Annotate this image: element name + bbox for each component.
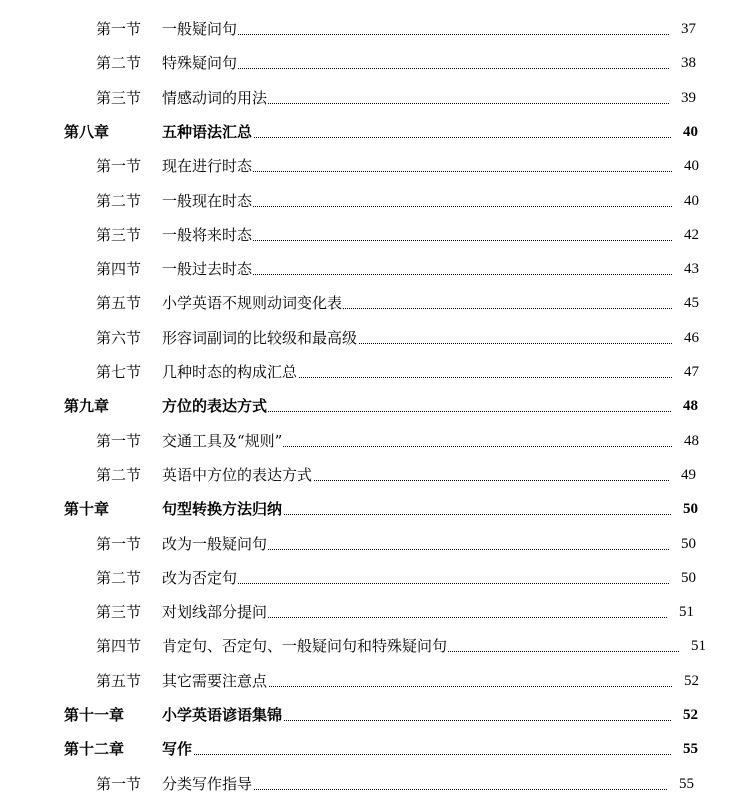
toc-entry-title (162, 121, 671, 143)
toc-chapter-entry[interactable] (0, 704, 744, 726)
toc-entry-title-text: 一般将来时态 (162, 226, 253, 244)
toc-entry-title (162, 533, 669, 555)
toc-section-entry[interactable] (0, 224, 744, 246)
toc-entry-page-number: 47 (672, 361, 699, 383)
toc-section-entry[interactable] (0, 773, 744, 795)
toc-entry-title (162, 738, 671, 760)
toc-entry-title-text: 现在进行时态 (162, 157, 253, 175)
toc-entry-title-text: 情感动词的用法 (162, 89, 268, 107)
toc-entry-number: 第一节 (96, 157, 142, 175)
toc-entry-page-number: 40 (672, 190, 699, 212)
toc-entry-title (162, 155, 672, 177)
toc-entry-page-number: 40 (672, 155, 699, 177)
toc-entry-title (162, 635, 679, 657)
toc-entry-title-text: 一般疑问句 (162, 20, 238, 38)
toc-section-entry[interactable] (0, 635, 744, 657)
toc-entry-title-text: 五种语法汇总 (162, 123, 253, 141)
toc-entry-page-number: 51 (679, 635, 706, 657)
toc-entry-number: 第六节 (96, 329, 142, 347)
toc-entry-number: 第二节 (96, 466, 142, 484)
toc-entry-title-text: 其它需要注意点 (162, 672, 268, 690)
toc-entry-page-number: 52 (671, 704, 698, 726)
toc-section-entry[interactable] (0, 464, 744, 486)
toc-entry-title-text: 方位的表达方式 (162, 397, 268, 415)
toc-section-entry[interactable] (0, 292, 744, 314)
toc-entry-number: 第十一章 (64, 706, 125, 724)
toc-entry-page-number: 38 (669, 52, 696, 74)
toc-section-entry[interactable] (0, 18, 744, 40)
toc-chapter-entry[interactable] (0, 121, 744, 143)
toc-entry-title (162, 567, 669, 589)
toc-entry-title-text: 小学英语谚语集锦 (162, 706, 283, 724)
toc-entry-title (162, 773, 667, 795)
toc-section-entry[interactable] (0, 327, 744, 349)
toc-entry-number: 第一节 (96, 432, 142, 450)
toc-entry-number: 第三节 (96, 603, 142, 621)
toc-entry-page-number: 42 (672, 224, 699, 246)
toc-entry-page-number: 40 (671, 121, 698, 143)
toc-entry-title (162, 704, 671, 726)
toc-entry-title (162, 18, 669, 40)
toc-entry-number: 第五节 (96, 294, 142, 312)
toc-entry-title-text: 几种时态的构成汇总 (162, 363, 298, 381)
toc-section-entry[interactable] (0, 155, 744, 177)
toc-entry-title (162, 224, 672, 246)
toc-entry-page-number: 50 (669, 567, 696, 589)
toc-entry-number: 第二节 (96, 192, 142, 210)
toc-entry-title-text: 交通工具及“规则” (162, 432, 283, 450)
toc-entry-title-text: 改为否定句 (162, 569, 238, 587)
toc-entry-title (162, 498, 671, 520)
toc-entry-title (162, 258, 672, 280)
toc-section-entry[interactable] (0, 190, 744, 212)
toc-entry-number: 第一节 (96, 775, 142, 793)
toc-entry-number: 第十章 (64, 500, 110, 518)
toc-entry-number: 第一节 (96, 535, 142, 553)
toc-entry-page-number: 55 (671, 738, 698, 760)
toc-entry-title (162, 190, 672, 212)
toc-entry-title (162, 670, 672, 692)
toc-chapter-entry[interactable] (0, 498, 744, 520)
toc-entry-page-number: 43 (672, 258, 699, 280)
toc-entry-title-text: 句型转换方法归纳 (162, 500, 283, 518)
toc-entry-title (162, 292, 672, 314)
toc-entry-number: 第三节 (96, 226, 142, 244)
toc-entry-page-number: 52 (672, 670, 699, 692)
toc-entry-page-number: 55 (667, 773, 694, 795)
toc-section-entry[interactable] (0, 361, 744, 383)
toc-entry-number: 第五节 (96, 672, 142, 690)
toc-entry-page-number: 48 (671, 395, 698, 417)
toc-entry-number: 第九章 (64, 397, 110, 415)
toc-entry-page-number: 50 (671, 498, 698, 520)
toc-entry-title (162, 327, 672, 349)
toc-section-entry[interactable] (0, 430, 744, 452)
toc-entry-title-text: 对划线部分提问 (162, 603, 268, 621)
toc-section-entry[interactable] (0, 52, 744, 74)
toc-entry-title (162, 430, 672, 452)
toc-entry-number: 第七节 (96, 363, 142, 381)
toc-entry-page-number: 49 (669, 464, 696, 486)
toc-entry-title (162, 52, 669, 74)
toc-section-entry[interactable] (0, 87, 744, 109)
toc-entry-page-number: 39 (669, 87, 696, 109)
toc-entry-title (162, 87, 669, 109)
toc-entry-title (162, 464, 669, 486)
toc-entry-page-number: 48 (672, 430, 699, 452)
toc-entry-page-number: 46 (672, 327, 699, 349)
toc-entry-number: 第十二章 (64, 740, 125, 758)
toc-entry-title-text: 写作 (162, 740, 193, 758)
toc-entry-title-text: 一般现在时态 (162, 192, 253, 210)
toc-section-entry[interactable] (0, 567, 744, 589)
toc-entry-title-text: 英语中方位的表达方式 (162, 466, 313, 484)
toc-section-entry[interactable] (0, 601, 744, 623)
toc-entry-number: 第八章 (64, 123, 110, 141)
toc-entry-number: 第四节 (96, 260, 142, 278)
toc-section-entry[interactable] (0, 533, 744, 555)
toc-entry-title-text: 形容词副词的比较级和最高级 (162, 329, 358, 347)
toc-entry-number: 第三节 (96, 89, 142, 107)
toc-entry-title (162, 395, 671, 417)
toc-entry-title-text: 分类写作指导 (162, 775, 253, 793)
toc-entry-title-text: 改为一般疑问句 (162, 535, 268, 553)
toc-entry-page-number: 50 (669, 533, 696, 555)
toc-entry-page-number: 37 (669, 18, 696, 40)
toc-section-entry[interactable] (0, 670, 744, 692)
toc-entry-title (162, 601, 667, 623)
toc-entry-title-text: 特殊疑问句 (162, 54, 238, 72)
toc-entry-page-number: 45 (672, 292, 699, 314)
toc-entry-number: 第四节 (96, 637, 142, 655)
toc-entry-title-text: 一般过去时态 (162, 260, 253, 278)
toc-entry-page-number: 51 (667, 601, 694, 623)
toc-entry-number: 第一节 (96, 20, 142, 38)
toc-chapter-entry[interactable] (0, 395, 744, 417)
toc-entry-title-text: 肯定句、否定句、一般疑问句和特殊疑问句 (162, 637, 448, 655)
toc-entry-number: 第二节 (96, 569, 142, 587)
toc-section-entry[interactable] (0, 258, 744, 280)
toc-entry-number: 第二节 (96, 54, 142, 72)
toc-chapter-entry[interactable] (0, 738, 744, 760)
toc-entry-title (162, 361, 672, 383)
toc-entry-title-text: 小学英语不规则动词变化表 (162, 294, 343, 312)
